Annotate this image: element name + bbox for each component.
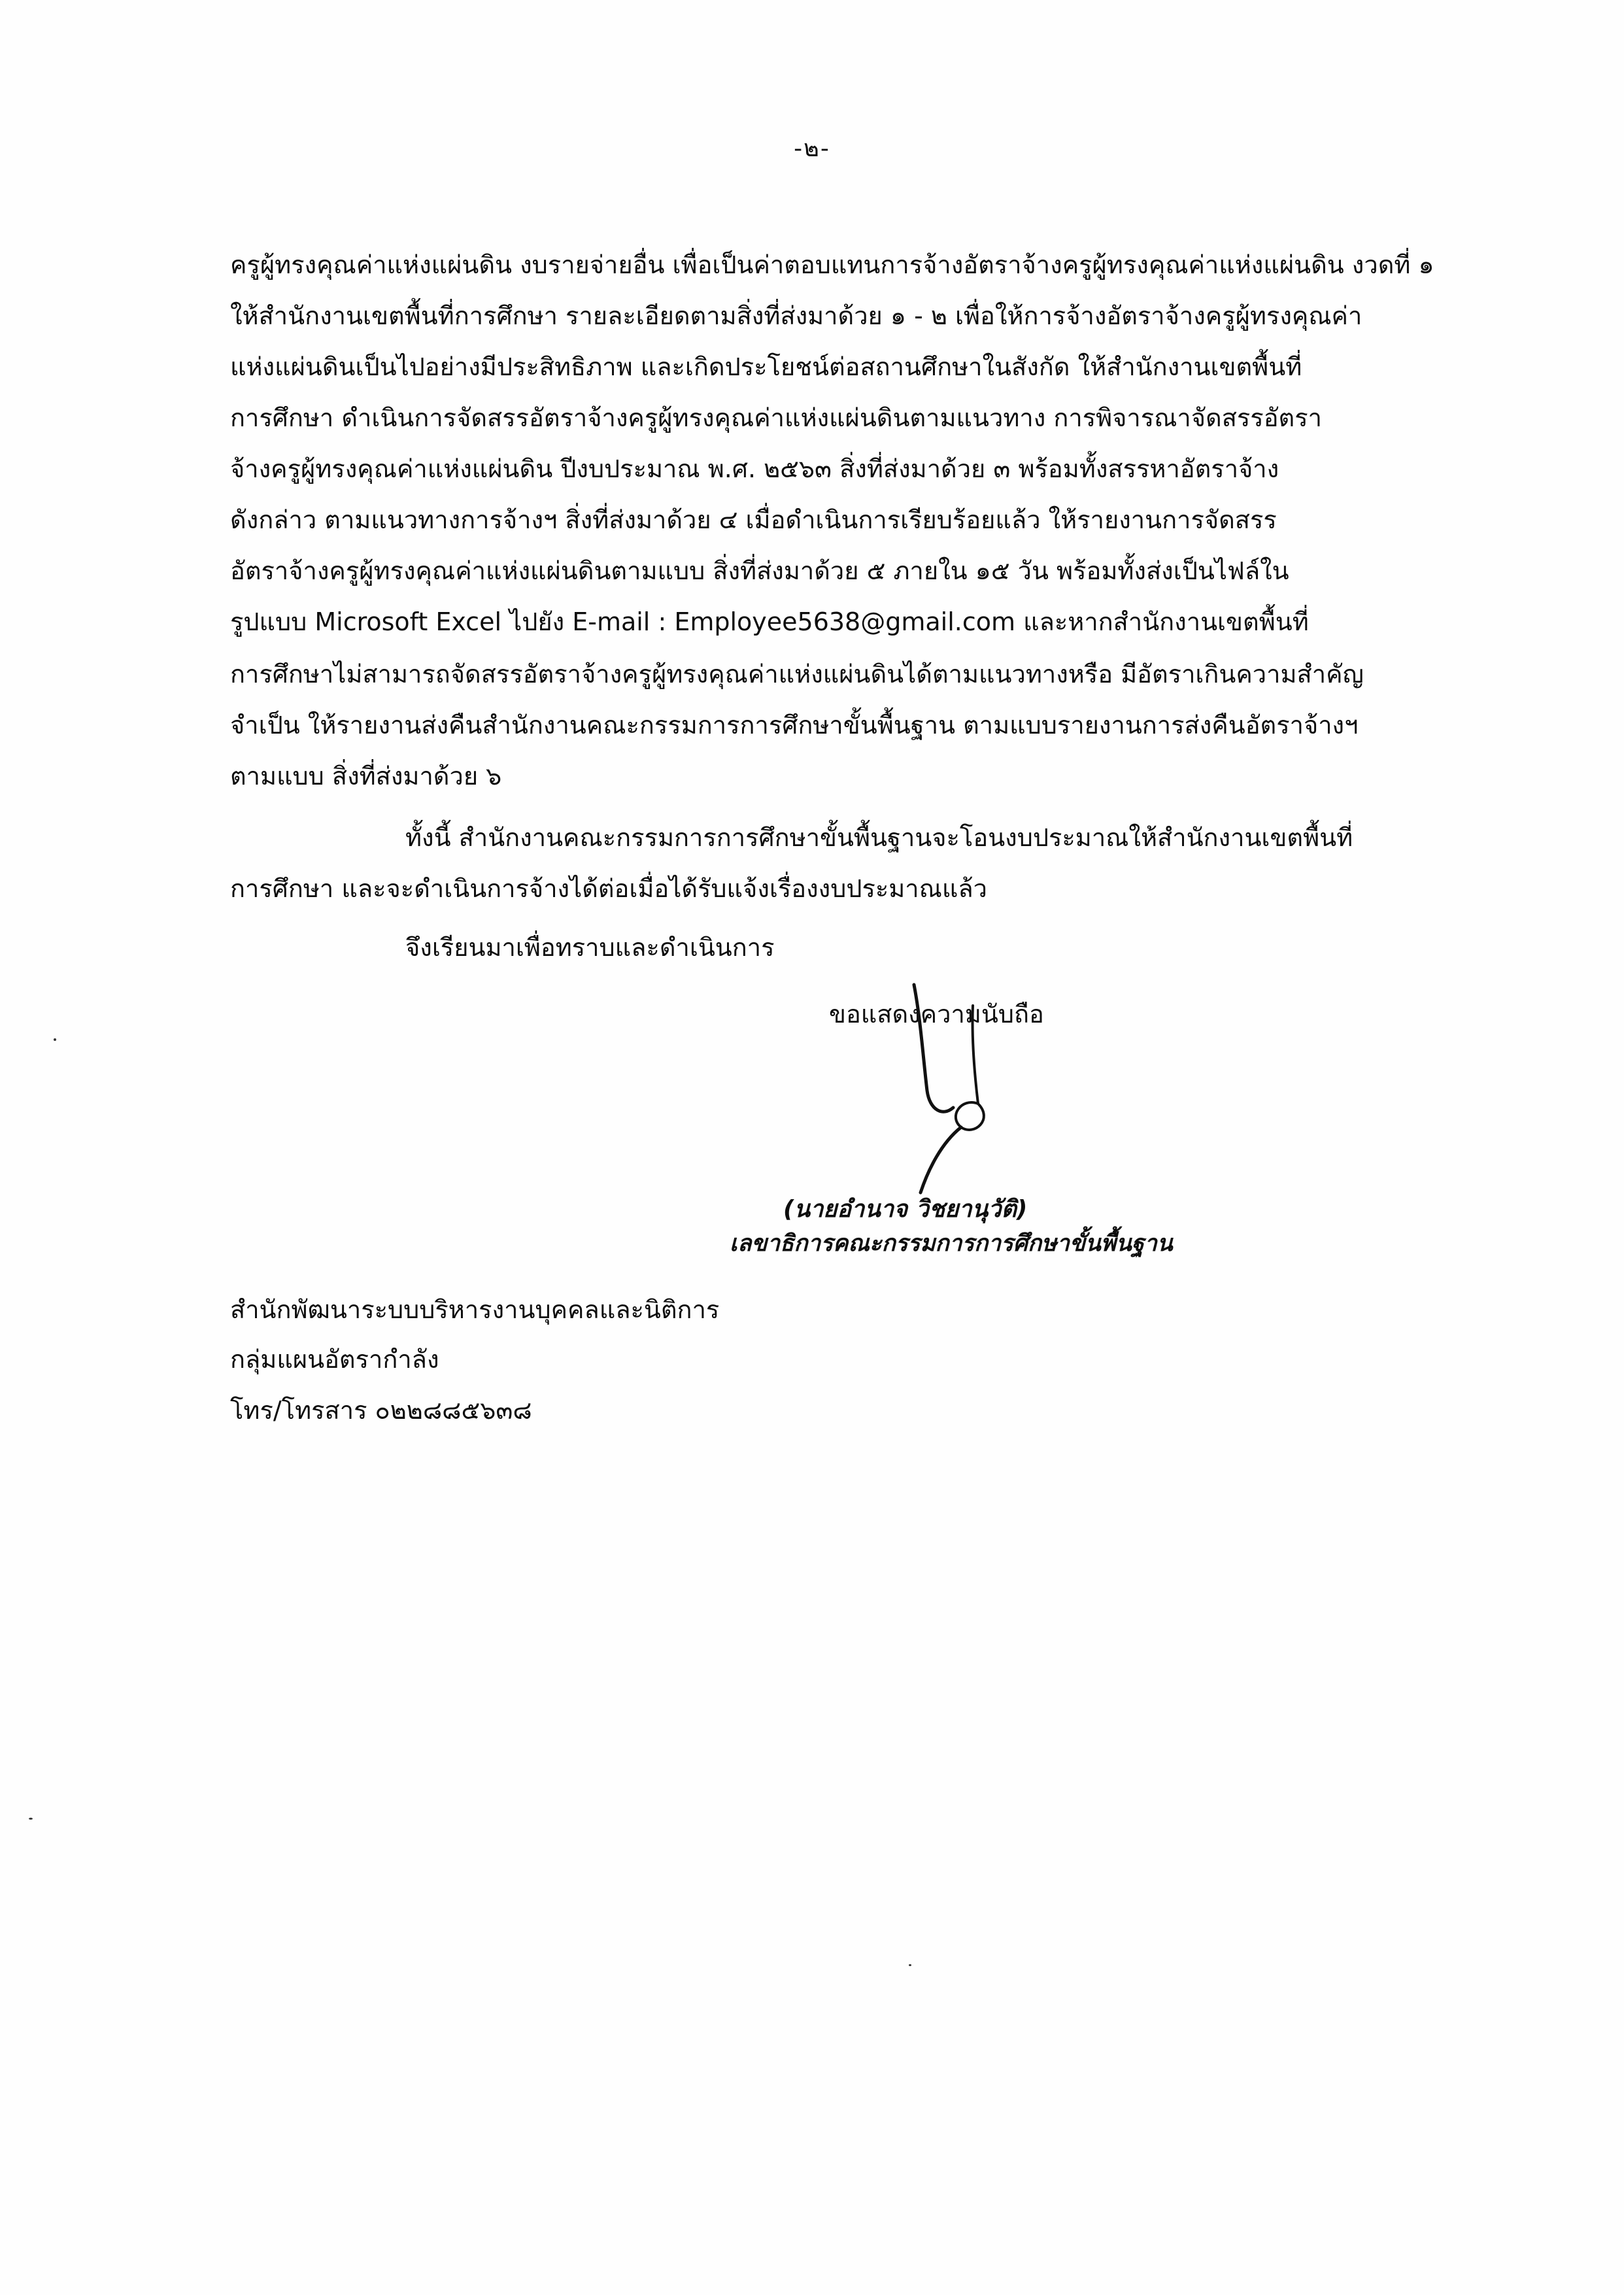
paragraph-3: จึงเรียนมาเพื่อทราบและดำเนินการ — [405, 933, 775, 962]
page-number: -๒- — [794, 135, 830, 162]
handwritten-signature — [863, 979, 1046, 1195]
footer-phone: โทร/โทรสาร ๐๒๒๘๘๕๖๓๘ — [230, 1396, 532, 1425]
body-line: ให้สำนักงานเขตพื้นที่การศึกษา รายละเอียดตามสิ่งที่ส่งมาด้วย ๑ - ๒ เพื่อให้การจ้างอัตราจ้างครูผู้ทรงคุณค่า — [230, 301, 1362, 330]
scan-speck — [29, 1818, 33, 1820]
signer-name: (นายอำนาจ วิชยานุวัติ) — [783, 1196, 1028, 1223]
body-line: รูปแบบ Microsoft Excel ไปยัง E-mail : Employee5638@gmail.com และหากสำนักงานเขตพื้นที่ — [230, 607, 1309, 636]
scan-speck — [909, 1964, 911, 1966]
scan-speck — [54, 1038, 56, 1041]
body-line: ตามแบบ สิ่งที่ส่งมาด้วย ๖ — [230, 762, 502, 790]
body-line: จ้างครูผู้ทรงคุณค่าแห่งแผ่นดิน ปีงบประมาณ พ.ศ. ๒๕๖๓ สิ่งที่ส่งมาด้วย ๓ พร้อมทั้งสรรหาอัตราจ้าง — [230, 454, 1279, 483]
signer-title: เลขาธิการคณะกรรมการการศึกษาขั้นพื้นฐาน — [730, 1231, 1173, 1257]
body-line: การศึกษา และจะดำเนินการจ้างได้ต่อเมื่อได้รับแจ้งเรื่องงบประมาณแล้ว — [230, 874, 988, 903]
footer-group: กลุ่มแผนอัตรากำลัง — [230, 1345, 439, 1374]
body-line: การศึกษา ดำเนินการจัดสรรอัตราจ้างครูผู้ทรงคุณค่าแห่งแผ่นดินตามแนวทาง การพิจารณาจัดสรรอัตรา — [230, 403, 1322, 432]
body-line: อัตราจ้างครูผู้ทรงคุณค่าแห่งแผ่นดินตามแบบ สิ่งที่ส่งมาด้วย ๕ ภายใน ๑๕ วัน พร้อมทั้งส่งเป็นไฟล์ใน — [230, 556, 1289, 585]
body-line: จำเป็น ให้รายงานส่งคืนสำนักงานคณะกรรมการการศึกษาขั้นพื้นฐาน ตามแบบรายงานการส่งคืนอัตราจ้างฯ — [230, 711, 1359, 740]
footer-office: สำนักพัฒนาระบบบริหารงานบุคคลและนิติการ — [230, 1295, 720, 1324]
body-line: ดังกล่าว ตามแนวทางการจ้างฯ สิ่งที่ส่งมาด้วย ๔ เมื่อดำเนินการเรียบร้อยแล้ว ให้รายงานการจัดสรร — [230, 505, 1277, 534]
body-line: ทั้งนี้ สำนักงานคณะกรรมการการศึกษาขั้นพื้นฐานจะโอนงบประมาณให้สำนักงานเขตพื้นที่ — [405, 823, 1353, 852]
body-line: การศึกษาไม่สามารถจัดสรรอัตราจ้างครูผู้ทรงคุณค่าแห่งแผ่นดินได้ตามแนวทางหรือ มีอัตราเกินความสำคัญ — [230, 660, 1364, 688]
body-line: ครูผู้ทรงคุณค่าแห่งแผ่นดิน งบรายจ่ายอื่น เพื่อเป็นค่าตอบแทนการจ้างอัตราจ้างครูผู้ทรงคุณค่าแห่งแผ่นดิน งวดที่ ๑ — [230, 250, 1434, 279]
closing-salutation: ขอแสดงความนับถือ — [829, 1000, 1044, 1028]
body-line: แห่งแผ่นดินเป็นไปอย่างมีประสิทธิภาพ และเกิดประโยชน์ต่อสถานศึกษาในสังกัด ให้สำนักงานเขตพื้นที่ — [230, 352, 1302, 381]
